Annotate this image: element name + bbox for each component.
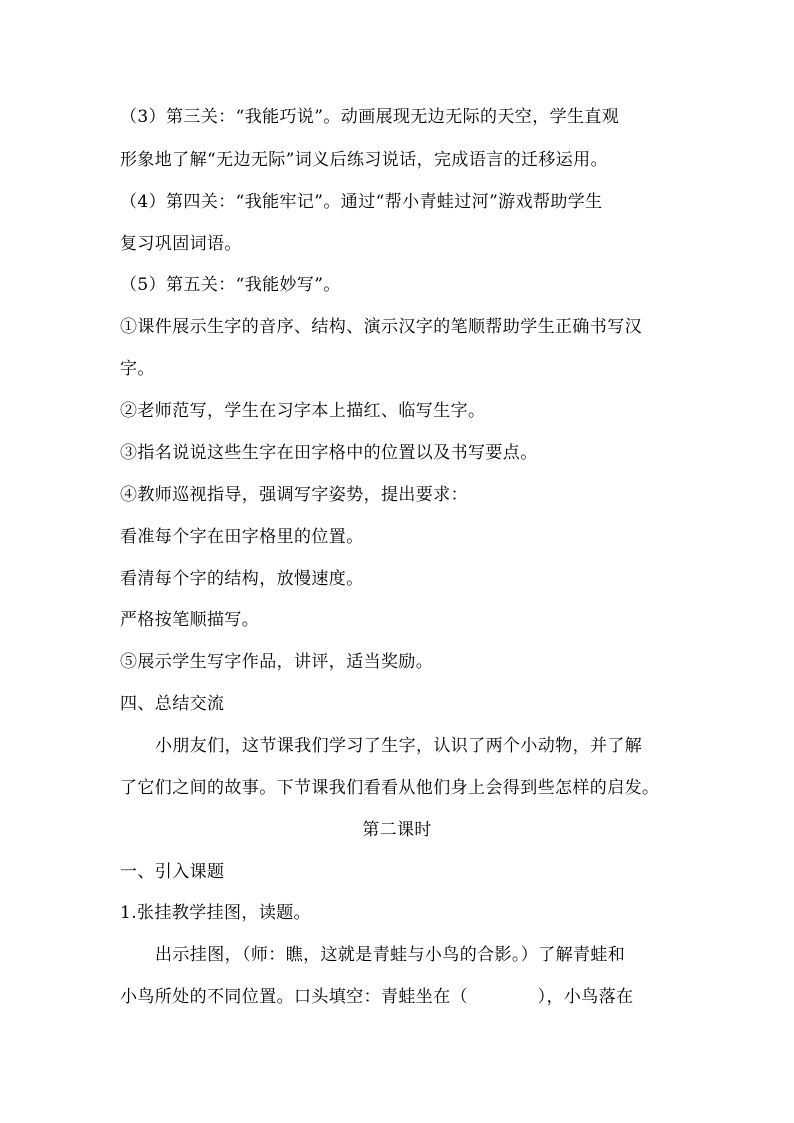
paragraph-line-level-5: （5）第五关：“我能妙写”。: [120, 275, 341, 295]
list-item-3: ③指名说说这些生字在田字格中的位置以及书写要点。: [120, 443, 538, 463]
numbered-step: 1.张挂教学挂图，读题。: [120, 903, 312, 923]
section-heading: 四、总结交流: [120, 694, 225, 714]
paragraph-line-level-4: （4）第四关：“我能牢记”。通过“帮小青蛙过河”游戏帮助学生: [120, 192, 603, 212]
requirement-line: 严格按笔顺描写。: [120, 610, 260, 630]
paragraph-line: 复习巩固词语。: [120, 234, 242, 254]
section-heading: 一、引入课题: [120, 862, 225, 882]
paragraph-line-level-3: （3）第三关：“我能巧说”。动画展现无边无际的天空，学生直观: [120, 107, 620, 127]
requirement-line: 看准每个字在田字格里的位置。: [120, 527, 364, 547]
summary-paragraph-line: 了它们之间的故事。下节课我们看看从他们身上会得到些怎样的启发。: [120, 778, 660, 798]
list-item-5: ⑤展示学生写字作品，讲评，适当奖励。: [120, 652, 434, 672]
list-item-1: ①课件展示生字的音序、结构、演示汉字的笔顺帮助学生正确书写汉: [120, 317, 642, 337]
paragraph-line: 小鸟所处的不同位置。口头填空：青蛙坐在（ ），小鸟落在: [120, 987, 634, 1007]
paragraph-line: 形象地了解“无边无际”词义后练习说话，完成语言的迁移运用。: [120, 150, 608, 170]
paragraph-line: 字。: [120, 359, 155, 379]
requirement-line: 看清每个字的结构，放慢速度。: [120, 569, 364, 589]
list-item-4: ④教师巡视指导，强调写字姿势，提出要求：: [120, 485, 468, 505]
lesson-title: 第二课时: [362, 820, 432, 840]
summary-paragraph-line: 小朋友们，这节课我们学习了生字，认识了两个小动物，并了解: [155, 736, 643, 756]
paragraph-line: 出示挂图，（师：瞧，这就是青蛙与小鸟的合影。）了解青蛙和: [155, 945, 626, 965]
list-item-2: ②老师范写，学生在习字本上描红、临写生字。: [120, 401, 486, 421]
